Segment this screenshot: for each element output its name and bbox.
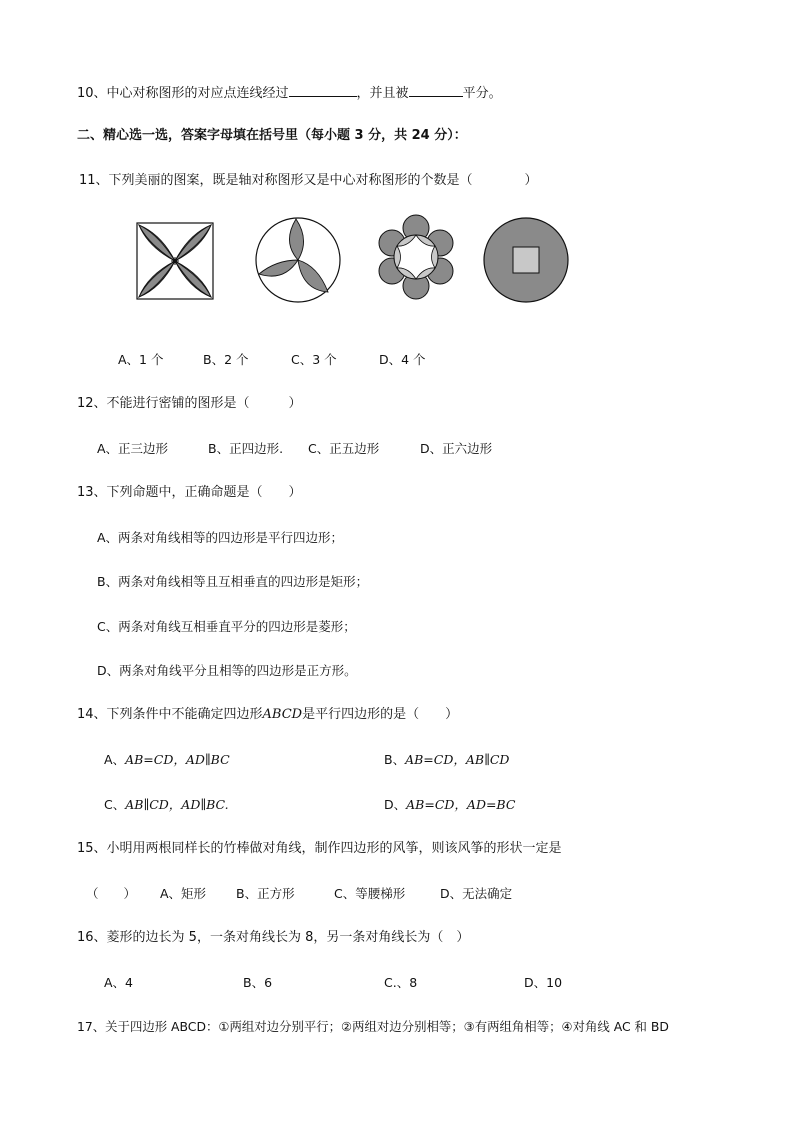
q14-option-a[interactable] (104, 751, 230, 769)
section-2-title: 二、精心选一选，答案字母填在括号里（每小题 3 分，共 24 分）： (77, 128, 467, 143)
q14-option-b-letter: B、 (384, 752, 406, 767)
six-petal-flower-figure-icon (374, 213, 458, 301)
q12-option-c[interactable]: C、正五边形 (308, 441, 380, 456)
q14-option-c-text: AB∥CD，AD∥BC. (125, 797, 229, 812)
q15-option-a[interactable]: A、矩形 (160, 886, 207, 901)
question-11-stem: 11、下列美丽的图案，既是轴对称图形又是中心对称图形的个数是（ ） (79, 173, 538, 188)
q12-option-d[interactable]: D、正六边形 (420, 441, 493, 456)
three-blade-circle-figure-icon (254, 216, 342, 304)
square-petal-figure-icon (136, 222, 214, 300)
q14-option-c-letter: C、 (104, 797, 126, 812)
question-12-stem: 12、不能进行密铺的图形是（ ） (77, 396, 302, 411)
q14-stem-post: 是平行四边形的是（ ） (302, 707, 459, 722)
question-10 (77, 83, 502, 103)
q13-option-a[interactable]: A、两条对角线相等的四边形是平行四边形； (97, 530, 344, 545)
q11-option-b[interactable]: B、2 个 (203, 352, 249, 367)
q16-option-b[interactable]: B、6 (243, 975, 273, 990)
q14-option-d-letter: D、 (384, 797, 407, 812)
q13-option-c[interactable]: C、两条对角线互相垂直平分的四边形是菱形； (97, 619, 356, 634)
coin-square-hole-figure-icon (482, 216, 570, 304)
question-13-stem: 13、下列命题中，正确命题是（ ） (77, 485, 302, 500)
q10-blank-1[interactable] (289, 83, 357, 97)
q10-text-mid: ，并且被 (356, 86, 409, 101)
q16-option-d[interactable]: D、10 (524, 975, 563, 990)
q14-option-d[interactable] (384, 796, 515, 814)
q15-option-d[interactable]: D、无法确定 (440, 886, 513, 901)
q14-option-a-text: AB=CD，AD∥BC (125, 752, 230, 767)
q10-text-pre: 10、中心对称图形的对应点连线经过 (77, 86, 289, 101)
q12-option-b[interactable]: B、正四边形. (208, 441, 284, 456)
q12-option-a[interactable]: A、正三边形 (97, 441, 169, 456)
q10-blank-2[interactable] (409, 83, 463, 97)
q14-option-a-letter: A、 (104, 752, 126, 767)
q13-option-b[interactable]: B、两条对角线相等且互相垂直的四边形是矩形； (97, 574, 369, 589)
q16-option-c[interactable]: C.、8 (384, 975, 418, 990)
q14-stem-var: ABCD (262, 707, 303, 722)
q16-option-a[interactable]: A、4 (104, 975, 134, 990)
q14-option-b-text: AB=CD，AB∥CD (405, 752, 510, 767)
question-14-stem (77, 706, 458, 724)
q15-option-b[interactable]: B、正方形 (236, 886, 295, 901)
q11-option-a[interactable]: A、1 个 (118, 352, 164, 367)
q14-option-c[interactable] (104, 796, 229, 814)
question-17-stem: 17、关于四边形 ABCD：①两组对边分别平行；②两组对边分别相等；③有两组角相等；④对角线 AC 和 BD (77, 1019, 669, 1034)
q11-option-c[interactable]: C、3 个 (291, 352, 337, 367)
q14-stem-pre: 14、下列条件中不能确定四边形 (77, 707, 263, 722)
question-16-stem: 16、菱形的边长为 5，一条对角线长为 8，另一条对角线长为（ ） (77, 930, 470, 945)
q15-answer-paren[interactable]: （ ） (86, 886, 137, 901)
q15-option-c[interactable]: C、等腰梯形 (334, 886, 406, 901)
q13-option-d[interactable]: D、两条对角线平分且相等的四边形是正方形。 (97, 663, 357, 678)
q10-text-post: 平分。 (462, 86, 502, 101)
question-15-stem: 15、小明用两根同样长的竹棒做对角线，制作四边形的风筝，则该风筝的形状一定是 (77, 841, 562, 856)
q11-option-d[interactable]: D、4 个 (379, 352, 426, 367)
q14-option-d-text: AB=CD，AD=BC (406, 797, 516, 812)
q14-option-b[interactable] (384, 751, 509, 769)
